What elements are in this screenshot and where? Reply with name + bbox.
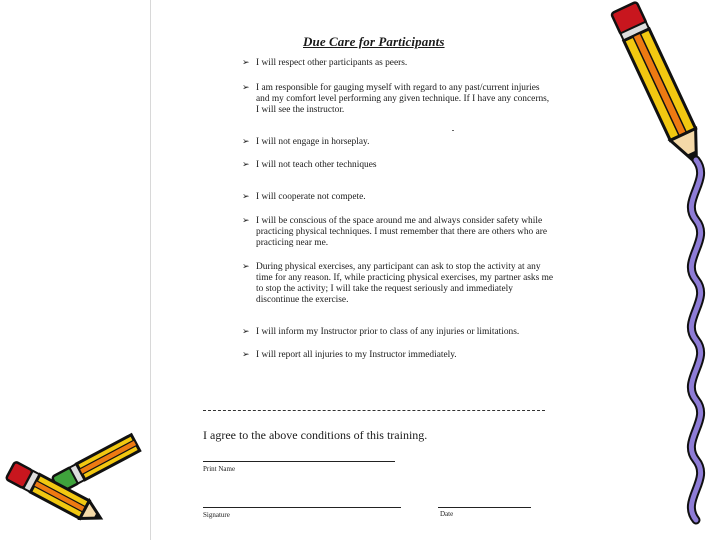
- arrow-bullet-icon: ➢: [242, 192, 250, 202]
- list-item: [242, 83, 554, 116]
- list-item: [242, 216, 554, 249]
- print-name-label: Print Name: [203, 465, 236, 473]
- list-item: [242, 327, 554, 338]
- arrow-bullet-icon: ➢: [242, 137, 250, 147]
- scan-artifact: [452, 130, 454, 131]
- list-item: [242, 350, 554, 361]
- list-item-text: I will not teach other techniques: [256, 160, 377, 170]
- list-item: [242, 58, 554, 69]
- page-title: Due Care for Participants: [303, 34, 445, 49]
- pencil-icon: [0, 450, 110, 540]
- pencil-icon: [600, 0, 720, 180]
- list-item-text: I am responsible for gauging myself with regard to any past/current injuries and my comfort level performing any given technique. If I have any concerns, I will see the instructor.: [256, 83, 550, 115]
- list-item: [242, 137, 554, 148]
- list-item-text: During physical exercises, any participant can ask to stop the activity at any time for any reason. If, while practicing physical exercises, my partner asks me to stop the activity; I will take the request seriously and immediately discontinue the exercise.: [256, 262, 554, 305]
- arrow-bullet-icon: ➢: [242, 83, 250, 93]
- list-item: [242, 262, 554, 306]
- list-item-text: I will cooperate not compete.: [256, 192, 366, 202]
- list-item-text: I will report all injuries to my Instructor immediately.: [256, 350, 457, 360]
- list-item-text: I will not engage in horseplay.: [256, 137, 370, 147]
- arrow-bullet-icon: ➢: [242, 160, 250, 170]
- arrow-bullet-icon: ➢: [242, 58, 250, 68]
- list-item-text: I will be conscious of the space around me and always consider safety while practicing physical techniques. I must remember that there are others who are practicing near me.: [256, 216, 548, 248]
- arrow-bullet-icon: ➢: [242, 327, 250, 337]
- divider: [203, 410, 545, 411]
- page-edge: [150, 0, 151, 540]
- arrow-bullet-icon: ➢: [242, 216, 250, 226]
- list-item-text: I will inform my Instructor prior to class of any injuries or limitations.: [256, 327, 520, 337]
- signature-line: [203, 507, 401, 508]
- arrow-bullet-icon: ➢: [242, 350, 250, 360]
- date-label: Date: [440, 510, 454, 518]
- print-name-line: [203, 461, 395, 462]
- signature-label: Signature: [203, 511, 230, 519]
- date-line: [438, 507, 531, 508]
- list-item-text: I will respect other participants as peers.: [256, 58, 408, 68]
- squiggle-border: [672, 160, 720, 520]
- arrow-bullet-icon: ➢: [242, 262, 250, 272]
- list-item: [242, 192, 554, 203]
- agreement-statement: I agree to the above conditions of this training.: [203, 428, 428, 442]
- list-item: [242, 160, 554, 171]
